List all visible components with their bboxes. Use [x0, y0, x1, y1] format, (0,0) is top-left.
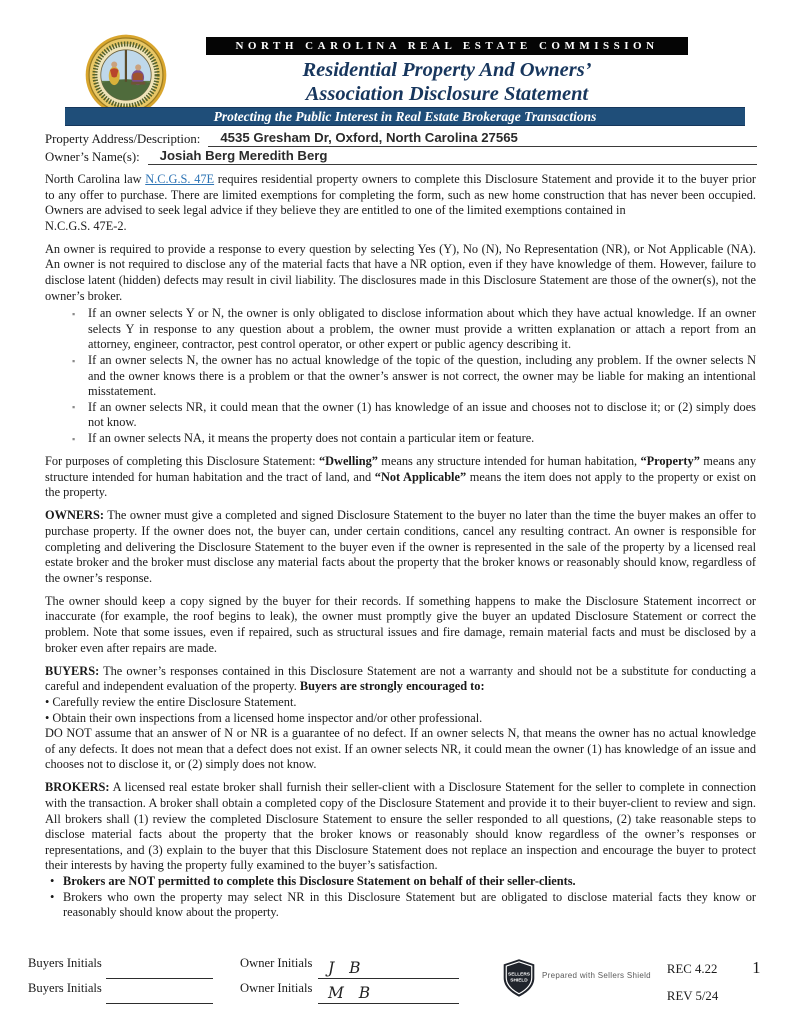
tagline-banner: Protecting the Public Interest in Real Estate Brokerage Transactions — [65, 107, 745, 126]
sellers-shield-block — [502, 958, 651, 1010]
bold-text: BROKERS: — [45, 780, 110, 795]
owner-initials-label-2: Owner Initials — [240, 981, 313, 995]
buyers-initials-label-1: Buyers Initials — [28, 956, 102, 970]
initials-row-1 — [28, 956, 459, 981]
bold-text: “Dwelling” — [318, 454, 378, 469]
north-carolina-state-seal-icon — [84, 32, 168, 118]
text-run: • Obtain their own inspections from a licensed home inspector and/or other professional. — [45, 710, 483, 725]
text-run: means the item does not apply to the property or exist on the property. — [45, 469, 756, 500]
bold-text: OWNERS: — [45, 508, 104, 523]
svg-text:SELLERS: SELLERS — [508, 972, 530, 978]
owner-initials-field-1[interactable] — [318, 956, 459, 979]
owner-name-label: Owner’s Name(s): — [45, 150, 140, 164]
title-line-1: Residential Property And Owners’ — [302, 59, 592, 81]
bold-text: BUYERS: — [45, 663, 100, 678]
buyers-initials-label-2: Buyers Initials — [28, 981, 102, 995]
page-number: 1 — [752, 958, 761, 977]
text-run: The owner should keep a copy signed by the buyer for their records. If something happens to make the Disclosure Statement incorrect or inaccurate (for example, the roof begins to leak), the owner must promptly give the buyer an updated Disclosure Statement or correct the problem. Note that some issues, even if repaired, such as structural issues and fire damage, remain material facts and must be disclosed by a broker even after repairs are made. — [45, 593, 756, 655]
buyers-bullet-inspections — [45, 711, 756, 727]
ncgs-47e-link[interactable]: N.C.G.S. 47E — [145, 172, 215, 186]
brokers-paragraph — [45, 780, 756, 874]
bullet-item — [88, 431, 756, 447]
do-not-assume-paragraph — [45, 726, 756, 773]
text-run: Brokers who own the property may select NR in this Disclosure Statement but are obligated to disclose material facts they know or reasonably should know about the property. — [63, 889, 756, 920]
initials-section — [28, 956, 459, 1010]
revision-block — [667, 956, 718, 1010]
rec-number: REC 4.22 — [666, 962, 718, 976]
text-run: A licensed real estate broker shall furnish their seller-client with a Disclosure Statement for the seller to complete in connection with the transaction. A broker shall obtain a completed copy of the Disclosure Statement and provide it to their buyer-client to review and sign. All brokers shall (1) review the completed Disclosure Statement to ensure the seller responded to all questions, (2) take reasonable steps to disclose material facts about the property that the broker knows or reasonably should know regardless of the owner’s responses or representations, and (3) explain to the buyer that this Disclosure Statement does not replace an inspection and encourage the buyer to protect their interests by having the property fully examined to the buyer’s satisfaction. — [45, 780, 756, 873]
buyers-paragraph — [45, 664, 756, 695]
owner-initials-signature-2: M B — [328, 984, 376, 1002]
owner-initials-signature-1: J B — [328, 959, 366, 977]
owner-name-row — [45, 147, 757, 165]
initials-row-2 — [28, 981, 459, 1006]
buyers-initials-field-2[interactable] — [106, 981, 213, 1004]
text-run: means any structure intended for human habitation, — [377, 454, 641, 469]
property-address-label: Property Address/Description: — [45, 132, 201, 146]
bullet-item — [88, 353, 756, 400]
bullet-item — [88, 400, 756, 431]
intro-paragraph — [45, 172, 756, 234]
brokers-rules-list — [45, 874, 756, 921]
text-run: N.C.G.S. 47E-2. — [45, 218, 127, 233]
text-run: DO NOT assume that an answer of N or NR is a guarantee of no defect. If an owner selects N, that means the owner has no actual knowledge of any defects. It does not mean that a defect does not exist. If an owner selects NR, it could mean the owner (1) has knowledge of an issue and chooses not to disclose it, or (2) simply does not know. — [45, 726, 756, 772]
owner-copy-paragraph — [45, 594, 756, 656]
definitions-paragraph — [45, 454, 756, 501]
buyers-initials-field-1[interactable] — [106, 956, 213, 979]
bullet-item — [88, 306, 756, 353]
text-run: means any structure intended for human habitation and the tract of land, and — [45, 454, 757, 484]
page-footer — [28, 956, 777, 1010]
sellers-shield-icon — [502, 958, 536, 998]
text-run: The owner must give a completed and signed Disclosure Statement to the buyer no later than the time the buyer makes an offer to purchase property. If the owner does not, the buyer can, under certain conditions, cancel any resulting contract. An owner is responsible for completing and delivering the Disclosure Statement to the buyer even if the owner is represented in the sale of the property by a licensed real estate broker and the broker must disclose any material facts about the property that the broker knows or reasonably should know, regardless of the owner’s response. — [45, 508, 756, 585]
text-run: requires residential property owners to complete this Disclosure Statement and provide it to the buyer prior to any offer to purchase. There are limited exemptions for completing the form, such as new home construction that has never been occupied. Owners are advised to seek legal advice if they believe they are entitled to one of the limited exemptions contained in — [45, 172, 756, 218]
answer-definitions-list — [45, 306, 756, 446]
text-run: If an owner selects N, the owner has no actual knowledge of the topic of the question, including any problem. If the owner selects N and the owner knows there is a problem or that the owner’s answer is not correct, the owner may be liable for making an intentional misstatement. — [88, 353, 756, 399]
property-address-row — [45, 129, 757, 147]
bold-text: “Not Applicable” — [374, 469, 467, 484]
document-body — [45, 172, 756, 921]
text-run: North Carolina law — [45, 172, 146, 186]
owner-name-field[interactable]: Josiah Berg Meredith Berg — [148, 147, 757, 165]
bold-text: Buyers are strongly encouraged to: — [299, 679, 485, 694]
text-run: If an owner selects NR, it could mean that the owner (1) has knowledge of an issue and chooses not to disclose it; or (2) simply does not know. — [88, 399, 756, 430]
owner-initials-label-1: Owner Initials — [240, 956, 313, 970]
bullet-item — [63, 890, 756, 921]
text-run: If an owner selects Y or N, the owner is only obligated to disclose information about which they have actual knowledge. If an owner selects Y in response to any question about a problem, the owner must provide a written explanation or attach a report from an attorney, engineer, contractor, pest control operator, or other expert or public agency describing it. — [88, 306, 756, 352]
text-run: An owner is required to provide a response to every question by selecting Yes (Y), No (N), No Representation (NR), or Not Applicable (NA). An owner is not required to disclose any of the material facts that have a NR option, even if they have knowledge of them. However, failure to disclose latent (hidden) defects may result in civil liability. The disclosures made in this Disclosure Statement are those of the owner(s), not the owner’s broker. — [45, 241, 756, 303]
buyers-bullet-review — [45, 695, 756, 711]
bullet-item — [63, 874, 756, 890]
text-run: • Carefully review the entire Disclosure Statement. — [45, 694, 297, 709]
text-run: The owner’s responses contained in this Disclosure Statement are not a warranty and should not be a substitute for conducting a careful and independent evaluation of the property. — [45, 663, 756, 694]
document-title — [180, 58, 714, 106]
property-address-field[interactable]: 4535 Gresham Dr, Oxford, North Carolina 27565 — [208, 129, 757, 147]
title-line-2: Association Disclosure Statement — [305, 83, 589, 105]
response-options-paragraph — [45, 242, 756, 304]
bold-text: Brokers are NOT permitted to complete this Disclosure Statement on behalf of their seller-clients. — [63, 873, 576, 888]
rev-number: REV 5/24 — [666, 989, 719, 1003]
owner-initials-field-2[interactable] — [318, 981, 459, 1004]
svg-text:SHIELD: SHIELD — [510, 978, 528, 984]
bold-text: “Property” — [640, 454, 700, 469]
text-run: For purposes of completing this Disclosure Statement: — [45, 454, 319, 469]
text-run: If an owner selects NA, it means the property does not contain a particular item or feature. — [88, 431, 535, 445]
commission-banner: NORTH CAROLINA REAL ESTATE COMMISSION — [206, 37, 688, 55]
owners-paragraph — [45, 508, 756, 586]
shield-caption: Prepared with Sellers Shield — [542, 971, 651, 980]
